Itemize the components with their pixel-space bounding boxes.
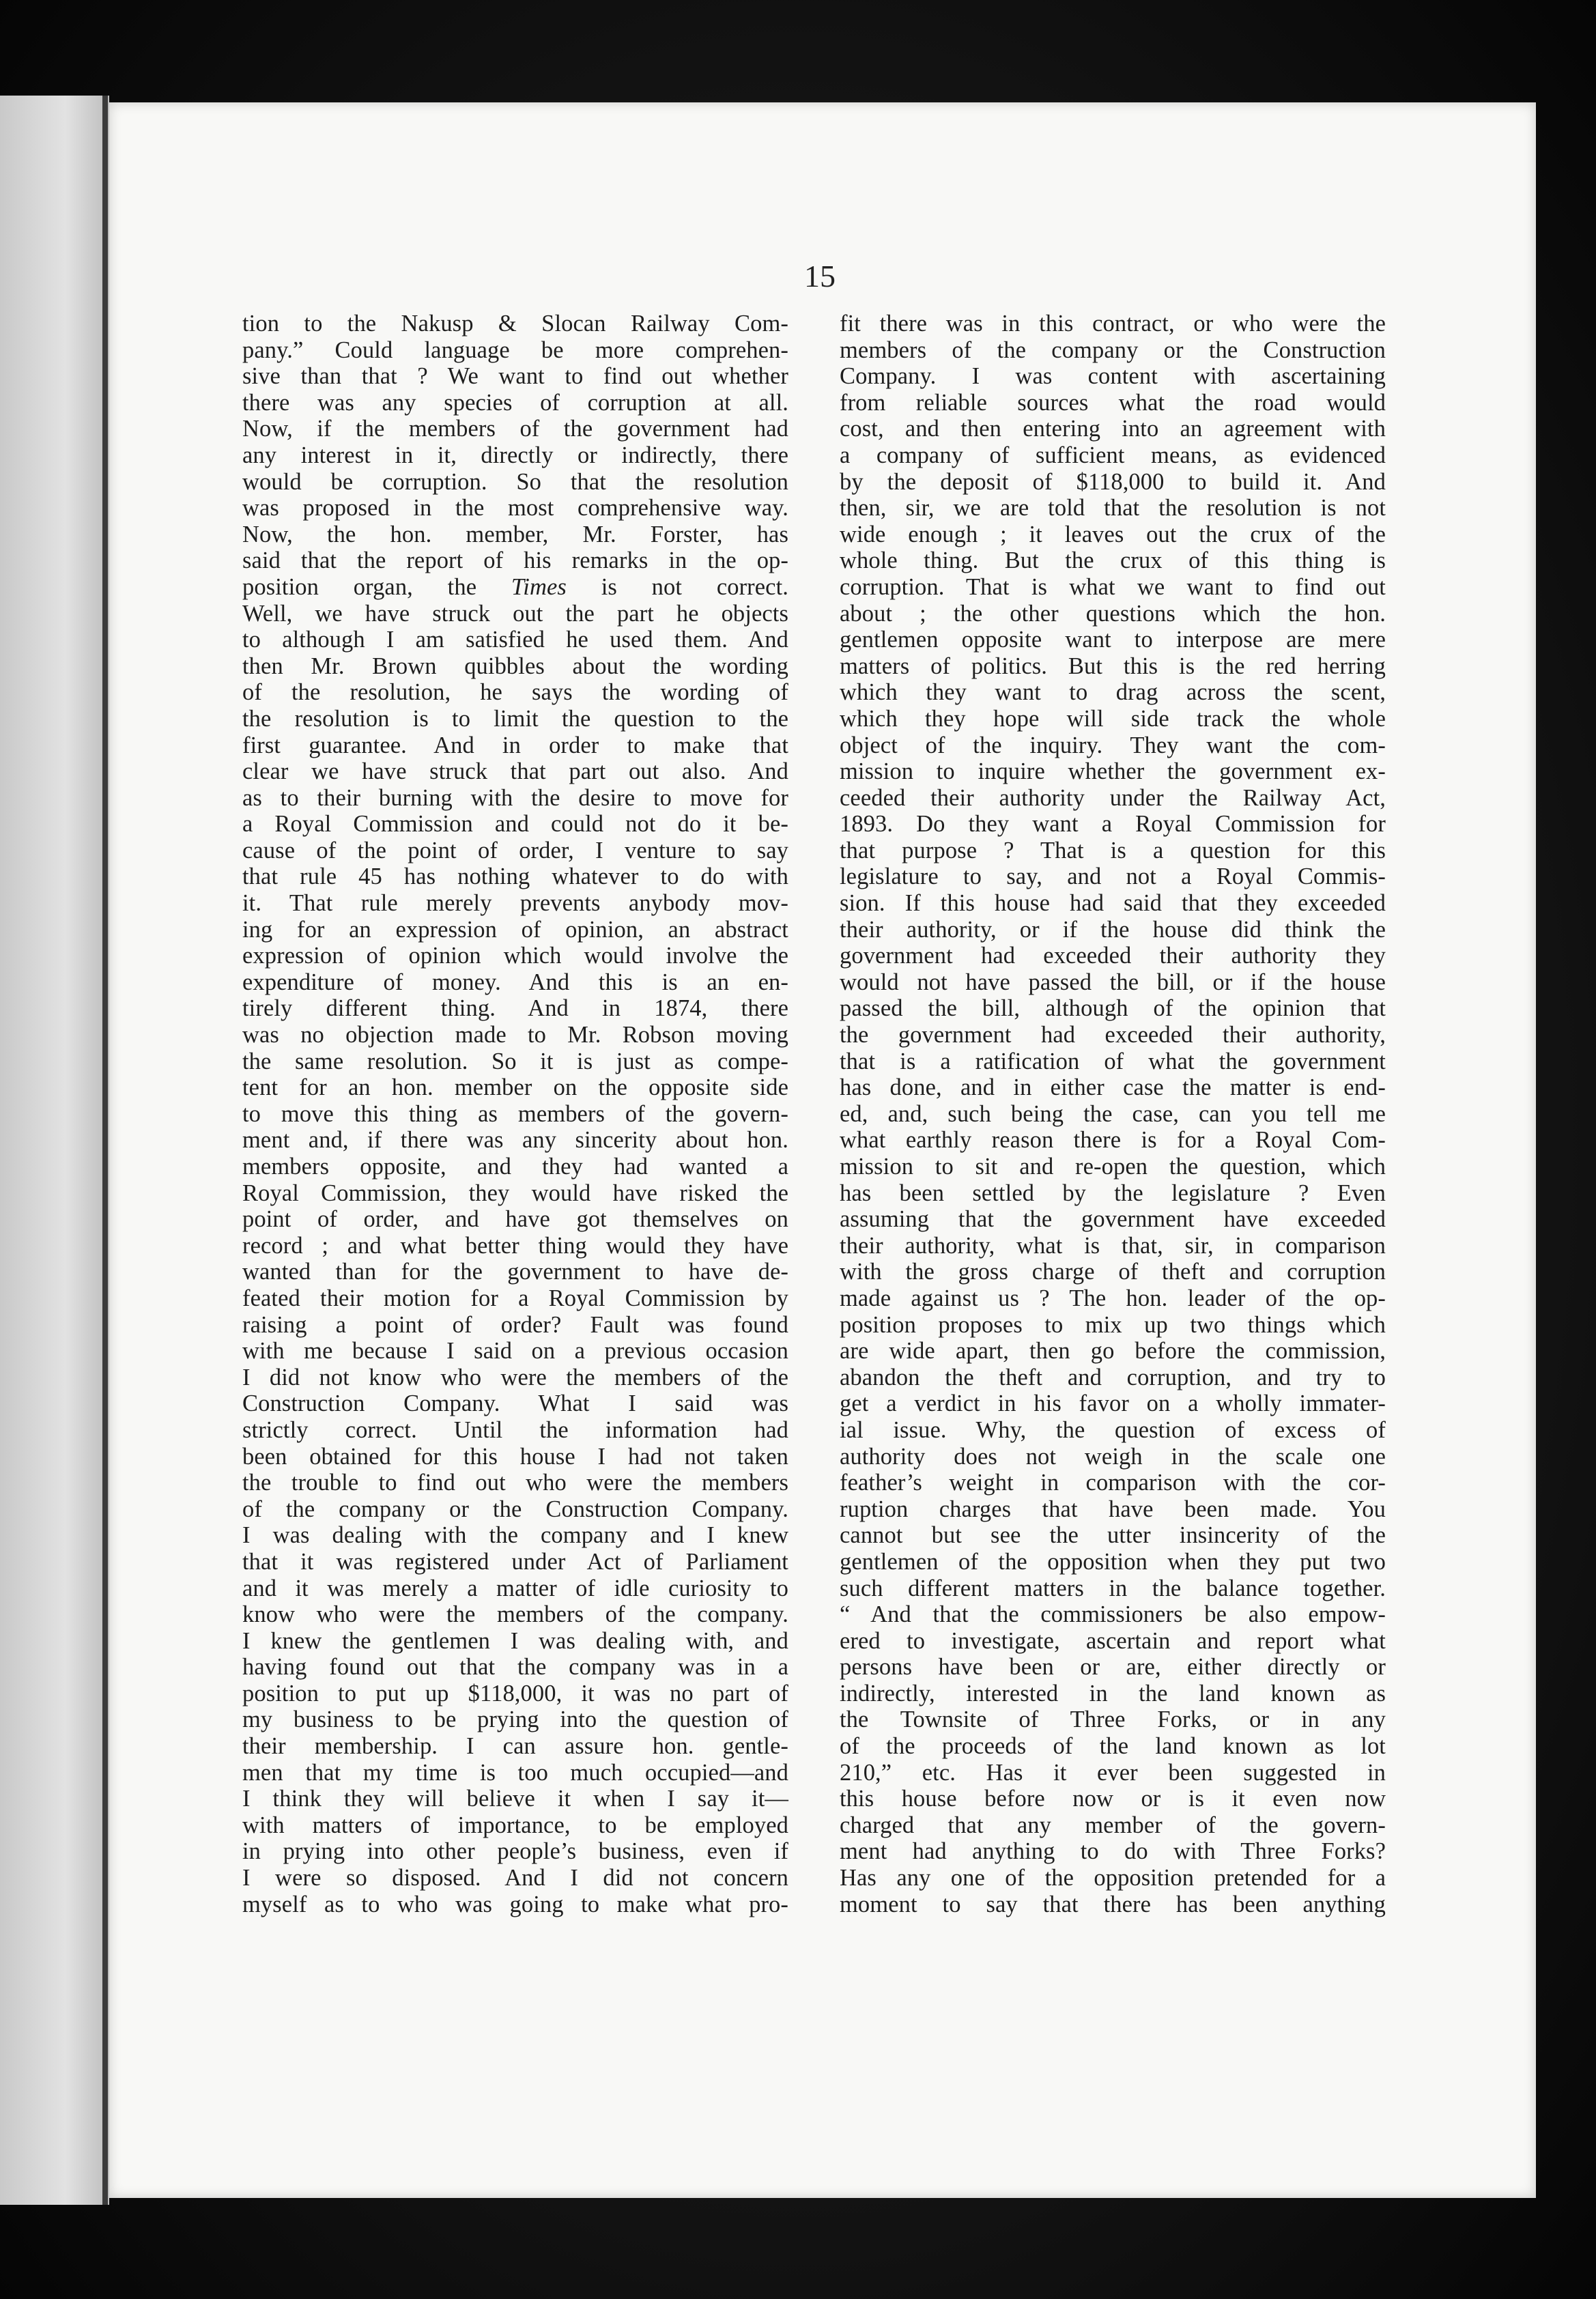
text-line: gentlemen opposite want to interpose are mere <box>840 627 1386 653</box>
text-line: I think they will believe it when I say it— <box>242 1786 788 1812</box>
text-line: with me because I said on a previous occasion <box>242 1338 788 1365</box>
text-line: authority does not weigh in the scale one <box>840 1443 1386 1470</box>
text-line: Company. I was content with ascertaining <box>840 363 1386 390</box>
text-line: raising a point of order? Fault was found <box>242 1311 788 1338</box>
text-line: position proposes to mix up two things which <box>840 1311 1386 1338</box>
text-line: ial issue. Why, the question of excess of <box>840 1416 1386 1443</box>
text-line: Now, if the members of the government had <box>242 416 788 442</box>
text-line: that rule 45 has nothing whatever to do with <box>242 863 788 890</box>
text-line: with the gross charge of theft and corruption <box>840 1259 1386 1285</box>
text-line: Royal Commission, they would have risked the <box>242 1180 788 1206</box>
text-line: from reliable sources what the road would <box>840 389 1386 416</box>
text-line: their membership. I can assure hon. gentle- <box>242 1733 788 1760</box>
text-line: expression of opinion which would involve the <box>242 943 788 969</box>
text-line: was no objection made to Mr. Robson moving <box>242 1022 788 1048</box>
text-line: made against us ? The hon. leader of the op- <box>840 1285 1386 1311</box>
text-line: get a verdict in his favor on a wholly immater- <box>840 1390 1386 1417</box>
text-line: mission to sit and re-open the question, which <box>840 1154 1386 1180</box>
text-line: ed, and, such being the case, can you tell me <box>840 1100 1386 1127</box>
text-line: to although I am satisfied he used them. And <box>242 627 788 653</box>
text-line: cannot but see the utter insincerity of the <box>840 1522 1386 1549</box>
text-line: members of the company or the Construction <box>840 337 1386 363</box>
text-line: fit there was in this contract, or who were the <box>840 311 1386 337</box>
text-line: would be corruption. So that the resolution <box>242 468 788 495</box>
text-line: by the deposit of $118,000 to build it. And <box>840 468 1386 495</box>
text-line: has been settled by the legislature ? Even <box>840 1180 1386 1206</box>
text-line: ered to investigate, ascertain and report what <box>840 1627 1386 1654</box>
text-line: passed the bill, although of the opinion that <box>840 995 1386 1022</box>
text-line: Now, the hon. member, Mr. Forster, has <box>242 521 788 547</box>
text-line: which they want to drag across the scent, <box>840 679 1386 706</box>
text-line: gentlemen of the opposition when they put two <box>840 1548 1386 1575</box>
text-line: 1893. Do they want a Royal Commission for <box>840 811 1386 838</box>
text-line: any interest in it, directly or indirectly, there <box>242 442 788 468</box>
text-line: the same resolution. So it is just as compe- <box>242 1048 788 1074</box>
text-line: government had exceeded their authority they <box>840 943 1386 969</box>
text-line: members opposite, and they had wanted a <box>242 1154 788 1180</box>
text-line: with matters of importance, to be employed <box>242 1812 788 1838</box>
text-line: moment to say that there has been anything <box>840 1891 1386 1917</box>
text-line: tirely different thing. And in 1874, there <box>242 995 788 1022</box>
text-line: tion to the Nakusp & Slocan Railway Com- <box>242 311 788 337</box>
text-line: I did not know who were the members of the <box>242 1364 788 1390</box>
text-line: been obtained for this house I had not taken <box>242 1443 788 1470</box>
text-line: it. That rule merely prevents anybody mov- <box>242 890 788 917</box>
text-line: there was any species of corruption at all. <box>242 389 788 416</box>
text-line: having found out that the company was in a <box>242 1654 788 1681</box>
left-text-column <box>242 311 788 1917</box>
text-line: strictly correct. Until the information had <box>242 1416 788 1443</box>
text-line: point of order, and have got themselves on <box>242 1206 788 1233</box>
text-line: the resolution is to limit the question to the <box>242 705 788 732</box>
text-line: I was dealing with the company and I knew <box>242 1522 788 1549</box>
text-line: Well, we have struck out the part he objects <box>242 600 788 627</box>
text-line: corruption. That is what we want to find out <box>840 573 1386 600</box>
text-line: as to their burning with the desire to move for <box>242 784 788 811</box>
text-line: are wide apart, then go before the commission, <box>840 1338 1386 1365</box>
text-line: assuming that the government have exceeded <box>840 1206 1386 1233</box>
facing-page-edge <box>0 96 109 2205</box>
right-text-column <box>840 311 1386 1917</box>
text-line: ment and, if there was any sincerity about hon. <box>242 1127 788 1154</box>
text-line: a company of sufficient means, as evidenced <box>840 442 1386 468</box>
text-line: would not have passed the bill, or if the house <box>840 969 1386 995</box>
text-line: men that my time is too much occupied—and <box>242 1759 788 1786</box>
text-line: feated their motion for a Royal Commission by <box>242 1285 788 1311</box>
text-line: ceeded their authority under the Railway Act, <box>840 784 1386 811</box>
text-line: in prying into other people’s business, even if <box>242 1838 788 1865</box>
text-line: ruption charges that have been made. You <box>840 1496 1386 1522</box>
text-line: feather’s weight in comparison with the cor- <box>840 1470 1386 1496</box>
text-line: sive than that ? We want to find out whether <box>242 363 788 390</box>
text-line: and it was merely a matter of idle curiosity to <box>242 1575 788 1601</box>
text-line: of the proceeds of the land known as lot <box>840 1733 1386 1760</box>
text-line: clear we have struck that part out also. And <box>242 758 788 785</box>
text-line: of the resolution, he says the wording of <box>242 679 788 706</box>
text-line: 210,” etc. Has it ever been suggested in <box>840 1759 1386 1786</box>
text-line: the trouble to find out who were the members <box>242 1470 788 1496</box>
text-line: to move this thing as members of the govern- <box>242 1100 788 1127</box>
text-line: mission to inquire whether the government ex- <box>840 758 1386 785</box>
text-line: cause of the point of order, I venture to say <box>242 837 788 863</box>
text-line: their authority, what is that, sir, in comparison <box>840 1232 1386 1259</box>
text-line: was proposed in the most comprehensive way. <box>242 495 788 522</box>
text-line: indirectly, interested in the land known as <box>840 1680 1386 1707</box>
text-line: the Townsite of Three Forks, or in any <box>840 1707 1386 1733</box>
text-line: position organ, the Times is not correct. <box>242 573 788 600</box>
text-line: then Mr. Brown quibbles about the wording <box>242 653 788 679</box>
text-line: has done, and in either case the matter is end- <box>840 1074 1386 1101</box>
text-line: then, sir, we are told that the resolution is not <box>840 495 1386 522</box>
text-line: wide enough ; it leaves out the crux of the <box>840 521 1386 547</box>
text-line: their authority, or if the house did think the <box>840 916 1386 943</box>
text-line: position to put up $118,000, it was no part of <box>242 1680 788 1707</box>
text-line: sion. If this house had said that they exceeded <box>840 890 1386 917</box>
text-line: said that the report of his remarks in the op- <box>242 547 788 574</box>
text-line: whole thing. But the crux of this thing is <box>840 547 1386 574</box>
text-line: myself as to who was going to make what pro- <box>242 1891 788 1917</box>
text-line: legislature to say, and not a Royal Commis- <box>840 863 1386 890</box>
text-line: Construction Company. What I said was <box>242 1390 788 1417</box>
text-line: that purpose ? That is a question for this <box>840 837 1386 863</box>
text-line: abandon the theft and corruption, and try to <box>840 1364 1386 1390</box>
gutter-shadow <box>102 96 108 2205</box>
text-line: ing for an expression of opinion, an abstract <box>242 916 788 943</box>
text-line: wanted than for the government to have de- <box>242 1259 788 1285</box>
text-line: this house before now or is it even now <box>840 1786 1386 1812</box>
text-line: matters of politics. But this is the red herring <box>840 653 1386 679</box>
text-line: ment had anything to do with Three Forks? <box>840 1838 1386 1865</box>
text-line: persons have been or are, either directly or <box>840 1654 1386 1681</box>
text-line: which they hope will side track the whole <box>840 705 1386 732</box>
newspaper-title: Times <box>511 573 567 600</box>
text-line: know who were the members of the company. <box>242 1601 788 1628</box>
text-line: that is a ratification of what the government <box>840 1048 1386 1074</box>
text-line: such different matters in the balance together. <box>840 1575 1386 1601</box>
page-number: 15 <box>804 259 836 294</box>
text-line: first guarantee. And in order to make that <box>242 732 788 758</box>
text-line: Has any one of the opposition pretended for a <box>840 1865 1386 1891</box>
text-line: the government had exceeded their authority, <box>840 1022 1386 1048</box>
text-line: expenditure of money. And this is an en- <box>242 969 788 995</box>
text-line: “ And that the commissioners be also empow- <box>840 1601 1386 1628</box>
text-line: what earthly reason there is for a Royal Com- <box>840 1127 1386 1154</box>
text-line: tent for an hon. member on the opposite side <box>242 1074 788 1101</box>
text-line: of the company or the Construction Company. <box>242 1496 788 1522</box>
text-line: I knew the gentlemen I was dealing with, and <box>242 1627 788 1654</box>
text-line: record ; and what better thing would they have <box>242 1232 788 1259</box>
text-line: that it was registered under Act of Parliament <box>242 1548 788 1575</box>
text-line: my business to be prying into the question of <box>242 1707 788 1733</box>
text-line: pany.” Could language be more comprehen- <box>242 337 788 363</box>
text-line: a Royal Commission and could not do it be- <box>242 811 788 838</box>
text-line: cost, and then entering into an agreement with <box>840 416 1386 442</box>
text-line: I were so disposed. And I did not concern <box>242 1865 788 1891</box>
text-line: about ; the other questions which the hon. <box>840 600 1386 627</box>
text-line: charged that any member of the govern- <box>840 1812 1386 1838</box>
text-line: object of the inquiry. They want the com- <box>840 732 1386 758</box>
